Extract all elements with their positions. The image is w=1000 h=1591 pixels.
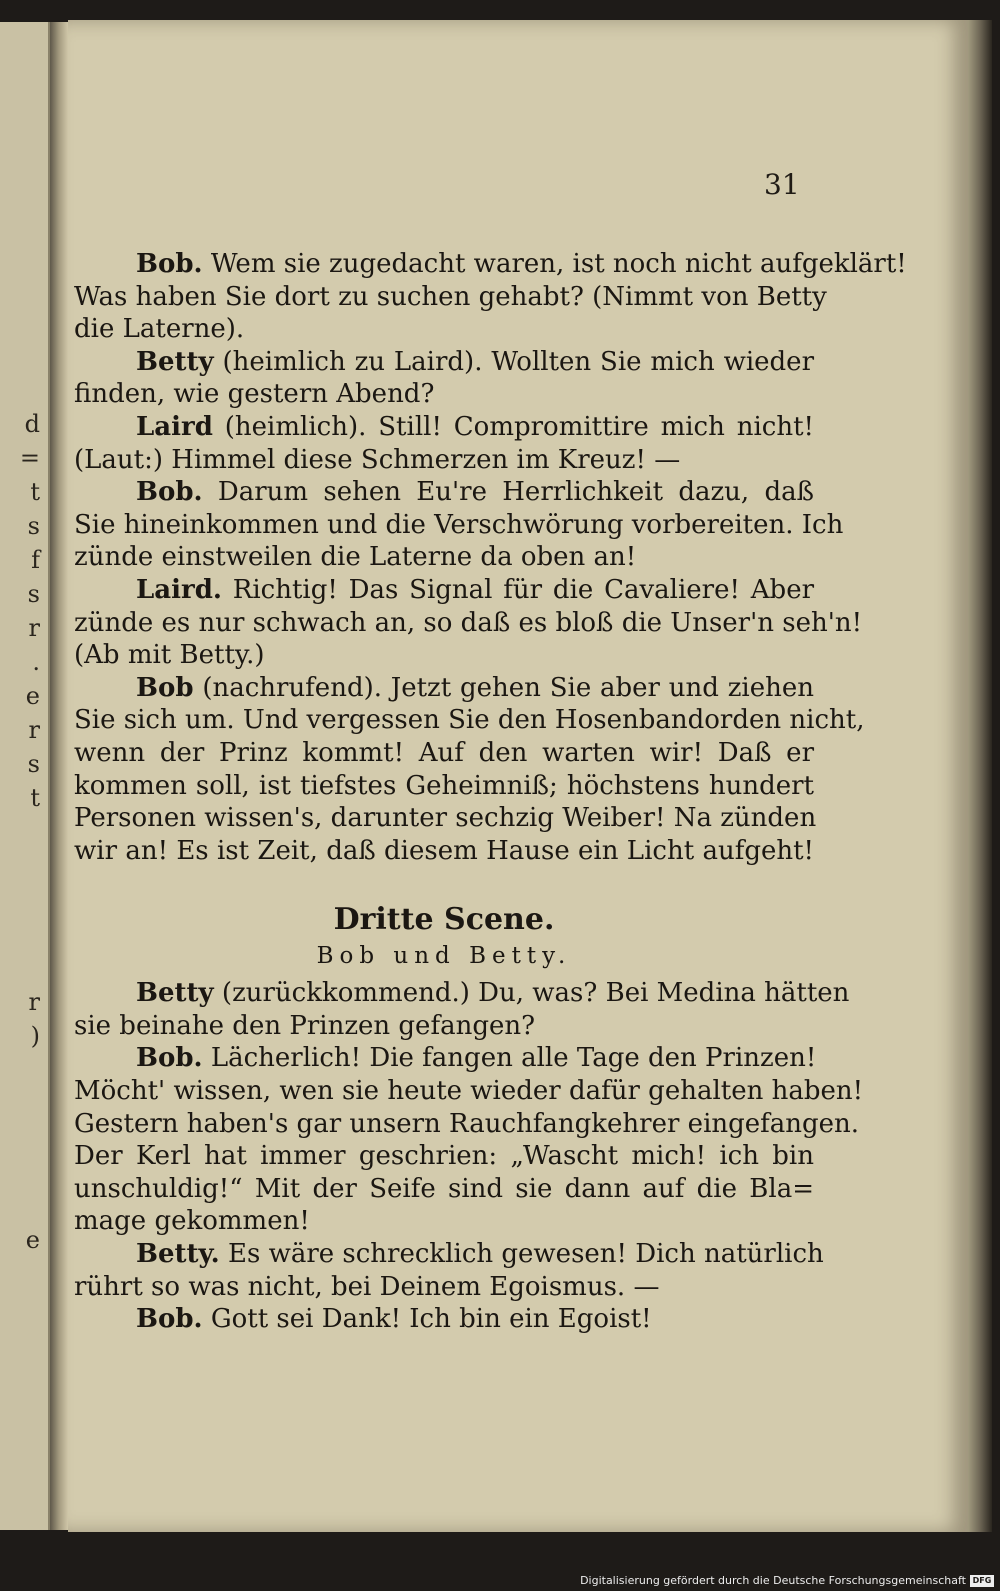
scene-persons: Bob und Betty. (316, 943, 572, 970)
speaker-name: Bob (136, 672, 194, 703)
text-line: zünde einstweilen die Laterne da oben an! (74, 542, 637, 573)
left-page-fragment: s (27, 512, 40, 540)
text-line: kommen soll, ist tiefstes Geheimniß; höchstens hundert (74, 770, 814, 801)
book-page (68, 20, 968, 1532)
text-line: Der Kerl hat immer geschrien: „Wascht mich! ich bin (74, 1141, 814, 1172)
text-line: zünde es nur schwach an, so daß es bloß die Unser'n seh'n! (74, 607, 863, 638)
left-page-fragment: s (27, 750, 40, 778)
text-line: Bob. Lächerlich! Die fangen alle Tage den Prinzen! (136, 1043, 817, 1074)
text-line: Laird. Richtig! Das Signal für die Cavaliere! Aber (136, 574, 815, 605)
speaker-name: Bob. (136, 249, 203, 279)
page-text (74, 248, 907, 1336)
text-line: wir an! Es ist Zeit, daß diesem Hause ein Licht aufgeht! (74, 835, 814, 866)
left-page-fragment: r (28, 614, 40, 642)
speaker-name: Laird. (136, 574, 222, 605)
text-line: die Laterne). (74, 314, 245, 345)
page-edge (968, 20, 992, 1532)
text-line: Betty. Es wäre schrecklich gewesen! Dich natürlich (136, 1239, 824, 1270)
page-number: 31 (764, 168, 800, 201)
footer-text: Digitalisierung gefördert durch die Deutsche Forschungsgemeinschaft (580, 1574, 966, 1587)
left-page-fragment: f (31, 546, 40, 574)
text-line: Betty (heimlich zu Laird). Wollten Sie mich wieder (136, 346, 814, 377)
left-page-fragment: s (27, 580, 40, 608)
text-line: Betty (zurückkommend.) Du, was? Bei Medina hätten (136, 978, 850, 1009)
speaker-name: Betty (136, 978, 214, 1009)
text-line: Möcht' wissen, wen sie heute wieder dafür gehalten haben! (74, 1076, 864, 1107)
left-page-fragment: e (25, 1226, 40, 1254)
scene-title: Dritte Scene. (333, 902, 555, 938)
dialogue-paragraph (74, 977, 850, 1042)
text-line: Personen wissen's, darunter sechzig Weiber! Na zünden (74, 803, 817, 834)
left-page-fragment: . (32, 648, 40, 676)
speaker-name: Bob. (136, 1304, 203, 1335)
text-line: (Laut:) Himmel diese Schmerzen im Kreuz! — (74, 444, 681, 475)
left-page-fragment: t (30, 478, 40, 506)
speaker-name: Bob. (136, 477, 203, 508)
left-page-fragment: r (28, 988, 40, 1016)
text-line: Laird (heimlich). Still! Compromittire mich nicht! (136, 411, 814, 442)
text-line: Was haben Sie dort zu suchen gehabt? (Nimmt von Betty (74, 281, 827, 312)
speaker-name: Laird (136, 411, 213, 442)
left-page-fragment: r (28, 716, 40, 744)
left-page-edge (0, 22, 50, 1530)
text-line: Bob (nachrufend). Jetzt gehen Sie aber und ziehen (136, 672, 815, 703)
text-line: unschuldig!“ Mit der Seife sind sie dann auf die Bla= (74, 1173, 814, 1204)
left-page-fragment: d (24, 410, 40, 438)
speaker-name: Betty. (136, 1239, 220, 1270)
speaker-name: Betty (136, 346, 214, 377)
dialogue-paragraph (74, 574, 863, 672)
dialogue-paragraph (74, 1303, 814, 1336)
left-page-fragment: t (30, 784, 40, 812)
text-line: sie beinahe den Prinzen gefangen? (74, 1010, 536, 1041)
book-gutter (50, 22, 68, 1530)
text-line: finden, wie gestern Abend? (74, 379, 435, 410)
left-page-fragment: ) (30, 1022, 40, 1050)
left-page-fragment: e (25, 682, 40, 710)
text-line: Sie hineinkommen und die Verschwörung vorbereiten. Ich (74, 509, 844, 540)
text-line: Sie sich um. Und vergessen Sie den Hosenbandorden nicht, (74, 705, 865, 736)
left-page-fragment: = (19, 444, 40, 472)
dfg-logo-icon: DFG (970, 1575, 994, 1587)
dialogue-paragraph (74, 411, 814, 476)
text-line: Gestern haben's gar unsern Rauchfangkehrer eingefangen. (74, 1108, 860, 1139)
text-line: Bob. Wem sie zugedacht waren, ist noch nicht aufgeklärt! (136, 249, 907, 279)
text-line: Bob. Gott sei Dank! Ich bin ein Egoist! (136, 1304, 652, 1335)
digitization-footer (580, 1574, 994, 1587)
text-line: rührt so was nicht, bei Deinem Egoismus. — (74, 1271, 660, 1302)
text-line: Bob. Darum sehen Eu're Herrlichkeit dazu, daß (136, 477, 815, 508)
text-line: mage gekommen! (74, 1206, 310, 1237)
speaker-name: Bob. (136, 1043, 203, 1074)
text-line: wenn der Prinz kommt! Auf den warten wir! Daß er (74, 737, 814, 768)
dialogue-paragraph (74, 1238, 824, 1303)
dialogue-paragraph (74, 672, 865, 868)
text-line: (Ab mit Betty.) (74, 640, 265, 671)
dialogue-paragraph (74, 346, 814, 411)
dialogue-paragraph (74, 1042, 864, 1238)
dialogue-paragraph (74, 248, 907, 346)
dialogue-paragraph (74, 476, 844, 574)
